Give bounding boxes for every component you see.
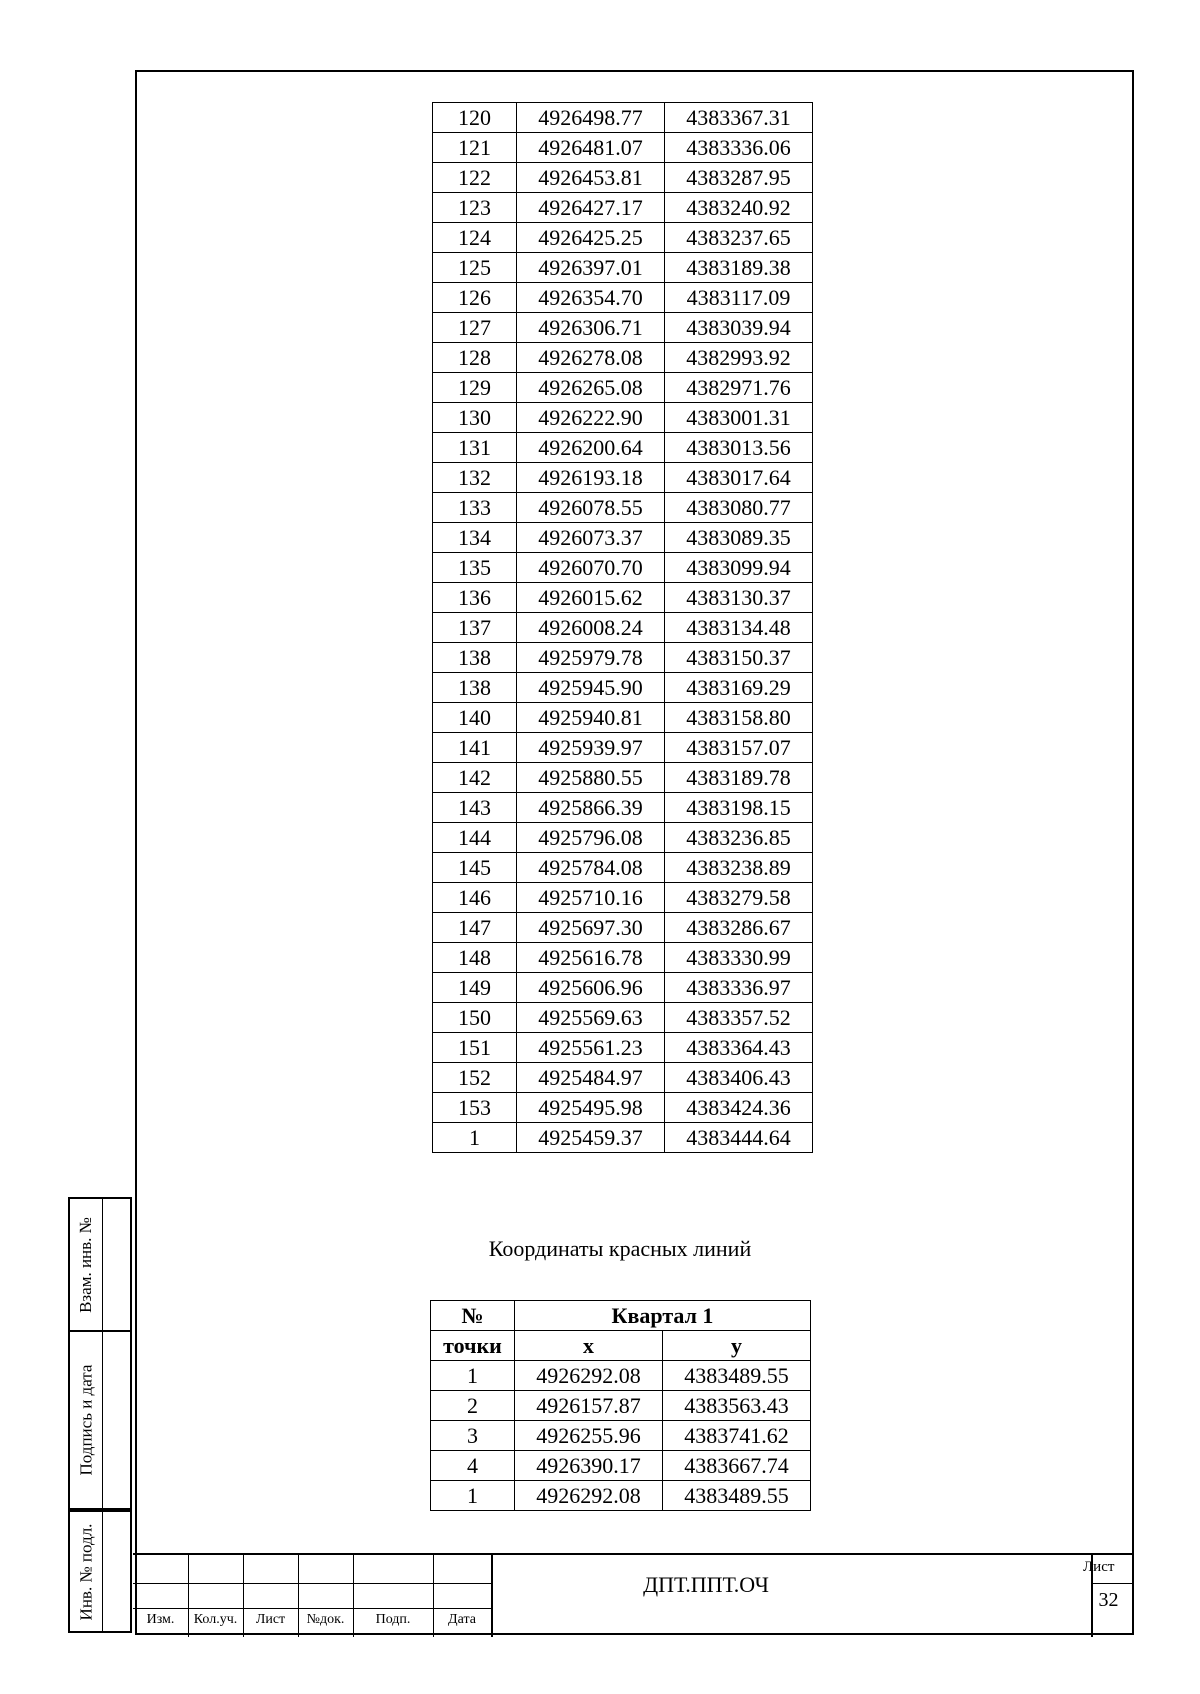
x-coordinate-cell: 4925484.97 [517,1063,665,1093]
y-coordinate-cell: 4383336.97 [665,973,813,1003]
point-number-cell: 134 [433,523,517,553]
point-number-cell: 144 [433,823,517,853]
x-coordinate-cell: 4926008.24 [517,613,665,643]
table-row [433,133,813,163]
stamp-col-izm: Изм. [146,1612,175,1627]
stamp-col-ndok: №док. [306,1612,345,1627]
x-coordinate-cell: 4926498.77 [517,103,665,133]
table-row [433,1033,813,1063]
x-coordinate-cell: 4925945.90 [517,673,665,703]
x-coordinate-cell: 4926481.07 [517,133,665,163]
point-number-cell: 136 [433,583,517,613]
table-row [433,1093,813,1123]
x-coordinate-cell: 4925606.96 [517,973,665,1003]
point-number-cell: 145 [433,853,517,883]
y-coordinate-cell: 4383017.64 [665,463,813,493]
y-coordinate-cell: 4383667.74 [663,1451,811,1481]
sheet-label: Лист [1083,1559,1115,1575]
point-number-cell: 152 [433,1063,517,1093]
point-number-cell: 146 [433,883,517,913]
point-number-symbol: № [461,1302,484,1328]
x-coordinate-cell: 4926397.01 [517,253,665,283]
point-number-cell: 128 [433,343,517,373]
x-coordinate-cell: 4926222.90 [517,403,665,433]
x-coordinate-cell: 4925495.98 [517,1093,665,1123]
x-coordinate-cell: 4926015.62 [517,583,665,613]
table-row [433,613,813,643]
table-row [433,703,813,733]
point-number-cell: 138 [433,673,517,703]
point-number-cell: 151 [433,1033,517,1063]
point-number-cell: 149 [433,973,517,1003]
y-coordinate-cell: 4382971.76 [665,373,813,403]
table-row [433,943,813,973]
table-row [431,1481,811,1511]
side-cell-podpis [68,1330,132,1510]
y-coordinate-cell: 4383238.89 [665,853,813,883]
table-row [433,1003,813,1033]
stamp-col-data: Дата [448,1612,476,1627]
x-header: x [515,1331,663,1361]
y-coordinate-cell: 4383013.56 [665,433,813,463]
y-coordinate-cell: 4383563.43 [663,1391,811,1421]
point-number-cell: 133 [433,493,517,523]
table-row [433,973,813,1003]
y-coordinate-cell: 4383198.15 [665,793,813,823]
table-row [433,493,813,523]
document-code: ДПТ.ППТ.ОЧ [643,1572,769,1597]
table-row [433,313,813,343]
x-coordinate-cell: 4926078.55 [517,493,665,523]
y-coordinate-cell: 4383240.92 [665,193,813,223]
x-coordinate-cell: 4925710.16 [517,883,665,913]
y-coordinate-cell: 4383117.09 [665,283,813,313]
table-row [433,673,813,703]
y-coordinate-cell: 4383001.31 [665,403,813,433]
side-label-podpis: Подпись и дата [76,1364,95,1476]
x-coordinate-cell: 4926453.81 [517,163,665,193]
point-number-cell: 2 [431,1391,515,1421]
point-number-cell: 148 [433,943,517,973]
table-row [433,283,813,313]
y-coordinate-cell: 4383336.06 [665,133,813,163]
point-number-cell: 124 [433,223,517,253]
table-row [431,1421,811,1451]
table-row [433,373,813,403]
table-row [433,793,813,823]
table-row [433,643,813,673]
y-coordinate-cell: 4383039.94 [665,313,813,343]
point-number-cell: 130 [433,403,517,433]
y-coordinate-cell: 4383157.07 [665,733,813,763]
sheet-number: 32 [1098,1589,1119,1611]
table-row [433,193,813,223]
x-coordinate-cell: 4926200.64 [517,433,665,463]
y-header: y [663,1331,811,1361]
table-row [433,883,813,913]
point-number-cell: 135 [433,553,517,583]
stamp-col-podp: Подп. [375,1612,411,1627]
table-row [433,433,813,463]
y-coordinate-cell: 4383279.58 [665,883,813,913]
table-row [431,1451,811,1481]
x-coordinate-cell: 4926278.08 [517,343,665,373]
y-coordinate-cell: 4383236.85 [665,823,813,853]
y-coordinate-cell: 4383489.55 [663,1481,811,1511]
y-coordinate-cell: 4383287.95 [665,163,813,193]
x-coordinate-cell: 4925561.23 [517,1033,665,1063]
x-coordinate-cell: 4925880.55 [517,763,665,793]
point-number-cell: 125 [433,253,517,283]
y-coordinate-cell: 4383357.52 [665,1003,813,1033]
table-row [433,403,813,433]
y-coordinate-cell: 4383099.94 [665,553,813,583]
y-coordinate-cell: 4383130.37 [665,583,813,613]
point-number-cell: 126 [433,283,517,313]
point-number-cell: 131 [433,433,517,463]
y-coordinate-cell: 4383367.31 [665,103,813,133]
table-row [433,463,813,493]
table-row [433,763,813,793]
table-row [433,163,813,193]
y-coordinate-cell: 4383134.48 [665,613,813,643]
x-coordinate-cell: 4926306.71 [517,313,665,343]
y-coordinate-cell: 4383237.65 [665,223,813,253]
point-number-cell: 138 [433,643,517,673]
table-row [431,1361,811,1391]
y-coordinate-cell: 4383364.43 [665,1033,813,1063]
x-coordinate-cell: 4926292.08 [515,1361,663,1391]
side-label-inv: Инв. № подл. [76,1523,95,1620]
side-cell-inv [68,1510,132,1633]
y-coordinate-cell: 4383424.36 [665,1093,813,1123]
point-header-label: точки [431,1331,515,1361]
table-row [433,103,813,133]
point-number-cell: 141 [433,733,517,763]
x-coordinate-cell: 4926193.18 [517,463,665,493]
table-row [433,523,813,553]
x-coordinate-cell: 4926255.96 [515,1421,663,1451]
x-coordinate-cell: 4925569.63 [517,1003,665,1033]
point-number-cell: 153 [433,1093,517,1123]
point-number-cell: 121 [433,133,517,163]
stamp-col-kol-uch: Кол.уч. [193,1612,238,1627]
y-coordinate-cell: 4383158.80 [665,703,813,733]
point-number-cell: 143 [433,793,517,823]
y-coordinate-cell: 4382993.92 [665,343,813,373]
x-coordinate-cell: 4926292.08 [515,1481,663,1511]
side-label-vzam: Взам. инв. № [76,1216,95,1313]
y-coordinate-cell: 4383489.55 [663,1361,811,1391]
x-coordinate-cell: 4925939.97 [517,733,665,763]
stamp-col-list: Лист [255,1612,286,1627]
x-coordinate-cell: 4925796.08 [517,823,665,853]
y-coordinate-cell: 4383089.35 [665,523,813,553]
point-number-cell: 140 [433,703,517,733]
x-coordinate-cell: 4926390.17 [515,1451,663,1481]
table-row [433,913,813,943]
table-row [433,223,813,253]
table-row [433,733,813,763]
point-number-cell: 129 [433,373,517,403]
point-number-cell: 1 [431,1361,515,1391]
table-row [431,1391,811,1421]
point-number-cell: 142 [433,763,517,793]
point-number-header [431,1301,515,1331]
section-heading: Координаты красных линий [488,1236,752,1261]
x-coordinate-cell: 4926425.25 [517,223,665,253]
coordinates-table [432,102,813,1153]
point-number-cell: 123 [433,193,517,223]
point-number-cell: 122 [433,163,517,193]
point-number-cell: 1 [431,1481,515,1511]
point-number-cell: 137 [433,613,517,643]
y-coordinate-cell: 4383189.38 [665,253,813,283]
point-number-cell: 132 [433,463,517,493]
point-number-cell: 120 [433,103,517,133]
y-coordinate-cell: 4383286.67 [665,913,813,943]
point-number-cell: 147 [433,913,517,943]
y-coordinate-cell: 4383189.78 [665,763,813,793]
y-coordinate-cell: 4383150.37 [665,643,813,673]
side-cell-vzam [68,1197,132,1332]
point-number-cell: 127 [433,313,517,343]
x-coordinate-cell: 4926070.70 [517,553,665,583]
x-coordinate-cell: 4926265.08 [517,373,665,403]
x-coordinate-cell: 4926073.37 [517,523,665,553]
table-row [433,583,813,613]
y-coordinate-cell: 4383741.62 [663,1421,811,1451]
x-coordinate-cell: 4926157.87 [515,1391,663,1421]
x-coordinate-cell: 4925866.39 [517,793,665,823]
x-coordinate-cell: 4926354.70 [517,283,665,313]
table-row [433,823,813,853]
x-coordinate-cell: 4925697.30 [517,913,665,943]
y-coordinate-cell: 4383169.29 [665,673,813,703]
point-number-cell: 3 [431,1421,515,1451]
table-row [433,553,813,583]
table-row [433,853,813,883]
point-number-cell: 150 [433,1003,517,1033]
x-coordinate-cell: 4925784.08 [517,853,665,883]
kvartal-header: Квартал 1 [515,1301,811,1331]
y-coordinate-cell: 4383406.43 [665,1063,813,1093]
table-row [433,1123,813,1153]
point-number-cell: 1 [433,1123,517,1153]
x-coordinate-cell: 4925459.37 [517,1123,665,1153]
x-coordinate-cell: 4925940.81 [517,703,665,733]
x-coordinate-cell: 4926427.17 [517,193,665,223]
table-row [433,343,813,373]
table-row [433,253,813,283]
y-coordinate-cell: 4383444.64 [665,1123,813,1153]
table-row [433,1063,813,1093]
x-coordinate-cell: 4925616.78 [517,943,665,973]
x-coordinate-cell: 4925979.78 [517,643,665,673]
red-lines-table [430,1300,811,1511]
y-coordinate-cell: 4383330.99 [665,943,813,973]
y-coordinate-cell: 4383080.77 [665,493,813,523]
title-block [133,1553,1134,1635]
point-number-cell: 4 [431,1451,515,1481]
